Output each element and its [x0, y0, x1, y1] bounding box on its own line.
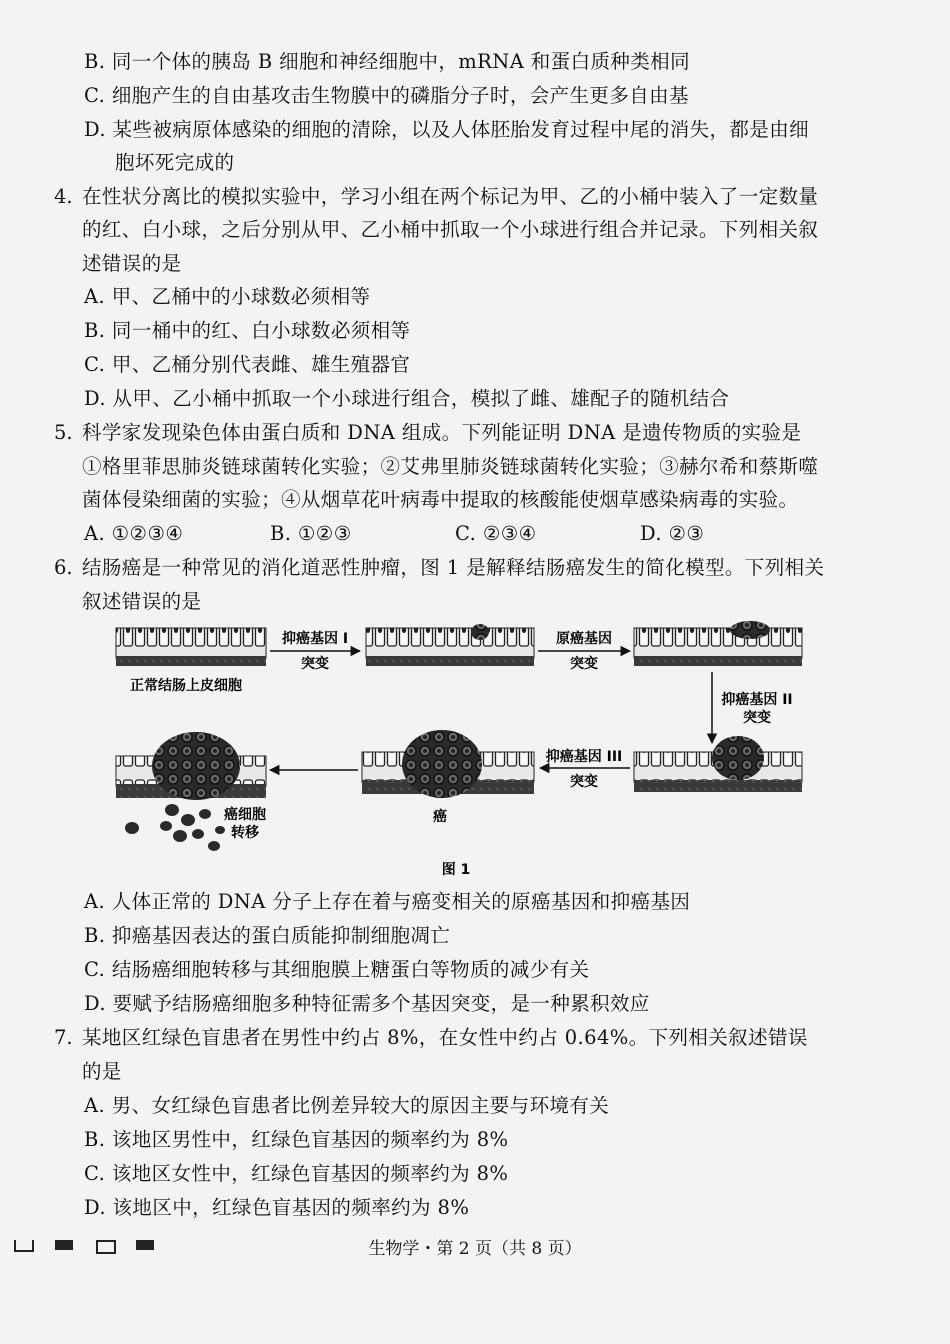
q6-option-c: C. 结肠癌细胞转移与其细胞膜上糖蛋白等物质的减少有关	[84, 958, 590, 981]
step1-mutation-label: 突变	[301, 656, 329, 672]
q5-stem-line3: 菌体侵染细菌的实验；④从烟草花叶病毒中提取的核酸能使烟草感染病毒的实验。	[82, 488, 799, 511]
q5-option-d: D. ②③	[640, 522, 705, 545]
q7-number: 7.	[54, 1026, 73, 1049]
q7-option-d: D. 该地区中，红绿色盲基因的频率约为 8%	[84, 1196, 470, 1219]
colon-cancer-model-figure	[110, 618, 810, 880]
metastasis-label-line1: 癌细胞	[224, 807, 266, 823]
q3-option-d-line1: D. 某些被病原体感染的细胞的清除，以及人体胚胎发育过程中尾的消失，都是由细	[84, 118, 810, 141]
q4-stem-line1: 在性状分离比的模拟实验中，学习小组在两个标记为甲、乙的小桶中装入了一定数量	[82, 185, 819, 208]
q4-stem-line2: 的红、白小球，之后分别从甲、乙小桶中抓取一个小球进行组合并记录。下列相关叙	[82, 218, 819, 241]
q5-option-a: A. ①②③④	[84, 522, 184, 545]
step4-gene-label: 抑癌基因 III	[545, 749, 623, 765]
cancer-label: 癌	[433, 809, 447, 825]
q5-number: 5.	[54, 421, 73, 444]
normal-epithelium-label: 正常结肠上皮细胞	[130, 678, 242, 694]
q5-stem-line1: 科学家发现染色体由蛋白质和 DNA 组成。下列能证明 DNA 是遗传物质的实验是	[82, 421, 802, 444]
q5-option-c: C. ②③④	[455, 522, 537, 545]
q3-option-d-line2: 胞坏死完成的	[115, 151, 235, 174]
q6-option-d: D. 要赋予结肠癌细胞多种特征需多个基因突变，是一种累积效应	[84, 992, 650, 1015]
q4-number: 4.	[54, 185, 73, 208]
page-footer: 生物学・第 2 页（共 8 页）	[368, 1239, 582, 1259]
step4-mutation-label: 突变	[570, 774, 598, 790]
q4-option-c: C. 甲、乙桶分别代表雌、雄生殖器官	[84, 353, 411, 376]
q4-option-b: B. 同一桶中的红、白小球数必须相等	[84, 319, 411, 342]
q6-number: 6.	[54, 556, 73, 579]
step1-gene-label: 抑癌基因 I	[281, 631, 349, 647]
q7-option-c: C. 该地区女性中，红绿色盲基因的频率约为 8%	[84, 1162, 509, 1185]
figure-caption: 图 1	[441, 862, 471, 878]
q6-option-b: B. 抑癌基因表达的蛋白质能抑制细胞凋亡	[84, 924, 451, 947]
q3-option-b: B. 同一个体的胰岛 B 细胞和神经细胞中，mRNA 和蛋白质种类相同	[84, 50, 690, 73]
q6-stem-line1: 结肠癌是一种常见的消化道恶性肿瘤，图 1 是解释结肠癌发生的简化模型。下列相关	[82, 556, 825, 579]
q7-stem-line1: 某地区红绿色盲患者在男性中约占 8%，在女性中约占 0.64%。下列相关叙述错误	[82, 1026, 808, 1049]
stage4-epithelium	[634, 736, 802, 792]
step2-gene-label: 原癌基因	[556, 631, 612, 647]
stage3-epithelium	[634, 621, 802, 666]
cancer-epithelium	[362, 730, 534, 798]
metastasis-label-line2: 转移	[231, 825, 259, 841]
step3-mutation-label: 突变	[743, 710, 771, 726]
q4-stem-line3: 述错误的是	[82, 252, 182, 275]
q4-option-d: D. 从甲、乙小桶中抓取一个小球进行组合，模拟了雌、雄配子的随机结合	[84, 387, 730, 410]
stage2-epithelium	[366, 624, 534, 666]
q7-stem-line2: 的是	[82, 1060, 122, 1083]
q6-option-a: A. 人体正常的 DNA 分子上存在着与癌变相关的原癌基因和抑癌基因	[84, 890, 691, 913]
q4-option-a: A. 甲、乙桶中的小球数必须相等	[84, 285, 371, 308]
q7-option-b: B. 该地区男性中，红绿色盲基因的频率约为 8%	[84, 1128, 509, 1151]
q5-stem-line2: ①格里菲思肺炎链球菌转化实验；②艾弗里肺炎链球菌转化实验；③赫尔希和蔡斯噬	[82, 455, 819, 478]
step3-gene-label: 抑癌基因 II	[721, 692, 793, 708]
q5-option-b: B. ①②③	[270, 522, 352, 545]
q6-stem-line2: 叙述错误的是	[82, 590, 202, 613]
normal-epithelium	[116, 628, 266, 666]
step2-mutation-label: 突变	[570, 656, 598, 672]
q7-option-a: A. 男、女红绿色盲患者比例差异较大的原因主要与环境有关	[84, 1094, 610, 1117]
q3-option-c: C. 细胞产生的自由基攻击生物膜中的磷脂分子时，会产生更多自由基	[84, 84, 689, 107]
